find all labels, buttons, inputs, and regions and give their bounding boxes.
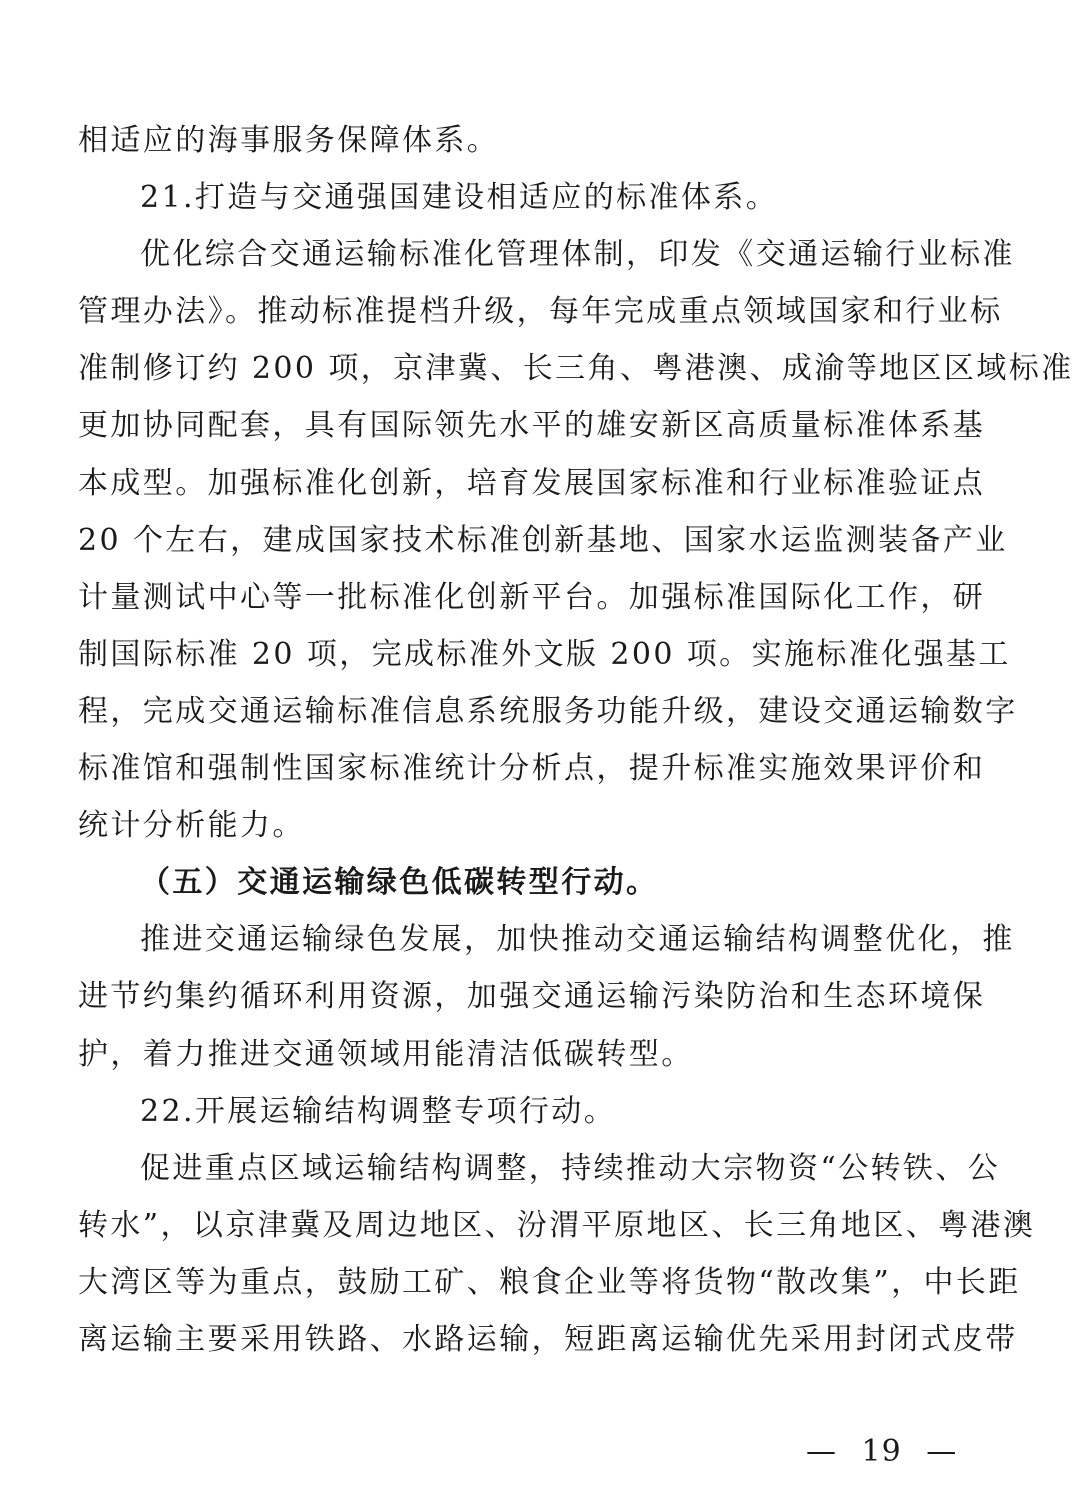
page-footer bbox=[806, 1432, 957, 1472]
text-line: 管理办法》。推动标准提档升级，每年完成重点领域国家和行业标 bbox=[78, 294, 1003, 330]
text-line: 相适应的海事服务保障体系。 bbox=[78, 123, 500, 158]
body-text bbox=[78, 112, 1074, 1368]
footer-dash-right: — bbox=[926, 1434, 958, 1469]
text-line: 准制修订约 200 项，京津冀、长三角、粤港澳、成渝等地区区域标准 bbox=[78, 351, 1074, 387]
paragraph-start: 促进重点区域运输结构调整，持续推动大宗物资“公转铁、公 bbox=[140, 1150, 1001, 1186]
text-line: 本成型。加强标准化创新，培育发展国家标准和行业标准验证点 bbox=[78, 465, 986, 501]
text-line: 程，完成交通运输标准信息系统服务功能升级，建设交通运输数字 bbox=[78, 693, 1018, 729]
chapter-heading: （五）交通运输绿色低碳转型行动。 bbox=[140, 865, 659, 901]
footer-dash-left: — bbox=[806, 1434, 837, 1469]
text-line: 计量测试中心等一批标准化创新平台。加强标准国际化工作，研 bbox=[78, 579, 986, 615]
text-line: 转水”，以京津冀及周边地区、汾渭平原地区、长三角地区、粤港澳 bbox=[78, 1207, 1036, 1243]
text-line: 离运输主要采用铁路、水路运输，短距离运输优先采用封闭式皮带 bbox=[78, 1321, 1018, 1357]
text-line: 护，着力推进交通领域用能清洁低碳转型。 bbox=[78, 1036, 694, 1072]
text-line: 制国际标准 20 项，完成标准外文版 200 项。实施标准化强基工 bbox=[78, 636, 1011, 672]
paragraph-start: 推进交通运输绿色发展，加快推动交通运输结构调整优化，推 bbox=[140, 922, 1015, 958]
section-heading: 22.开展运输结构调整专项行动。 bbox=[140, 1093, 617, 1129]
text-line: 统计分析能力。 bbox=[78, 808, 305, 844]
text-line: 更加协同配套，具有国际领先水平的雄安新区高质量标准体系基 bbox=[78, 408, 986, 444]
paragraph-start: 优化综合交通运输标准化管理体制，印发《交通运输行业标准 bbox=[140, 237, 1015, 273]
text-line: 20 个左右，建成国家技术标准创新基地、国家水运监测装备产业 bbox=[78, 522, 1008, 558]
section-heading: 21.打造与交通强国建设相适应的标准体系。 bbox=[140, 180, 779, 216]
text-line: 进节约集约循环利用资源，加强交通运输污染防治和生态环境保 bbox=[78, 979, 986, 1015]
page-number: 19 bbox=[861, 1434, 902, 1469]
text-line: 标准馆和强制性国家标准统计分析点，提升标准实施效果评价和 bbox=[78, 751, 986, 787]
text-line: 大湾区等为重点，鼓励工矿、粮食企业等将货物“散改集”，中长距 bbox=[78, 1264, 1021, 1300]
